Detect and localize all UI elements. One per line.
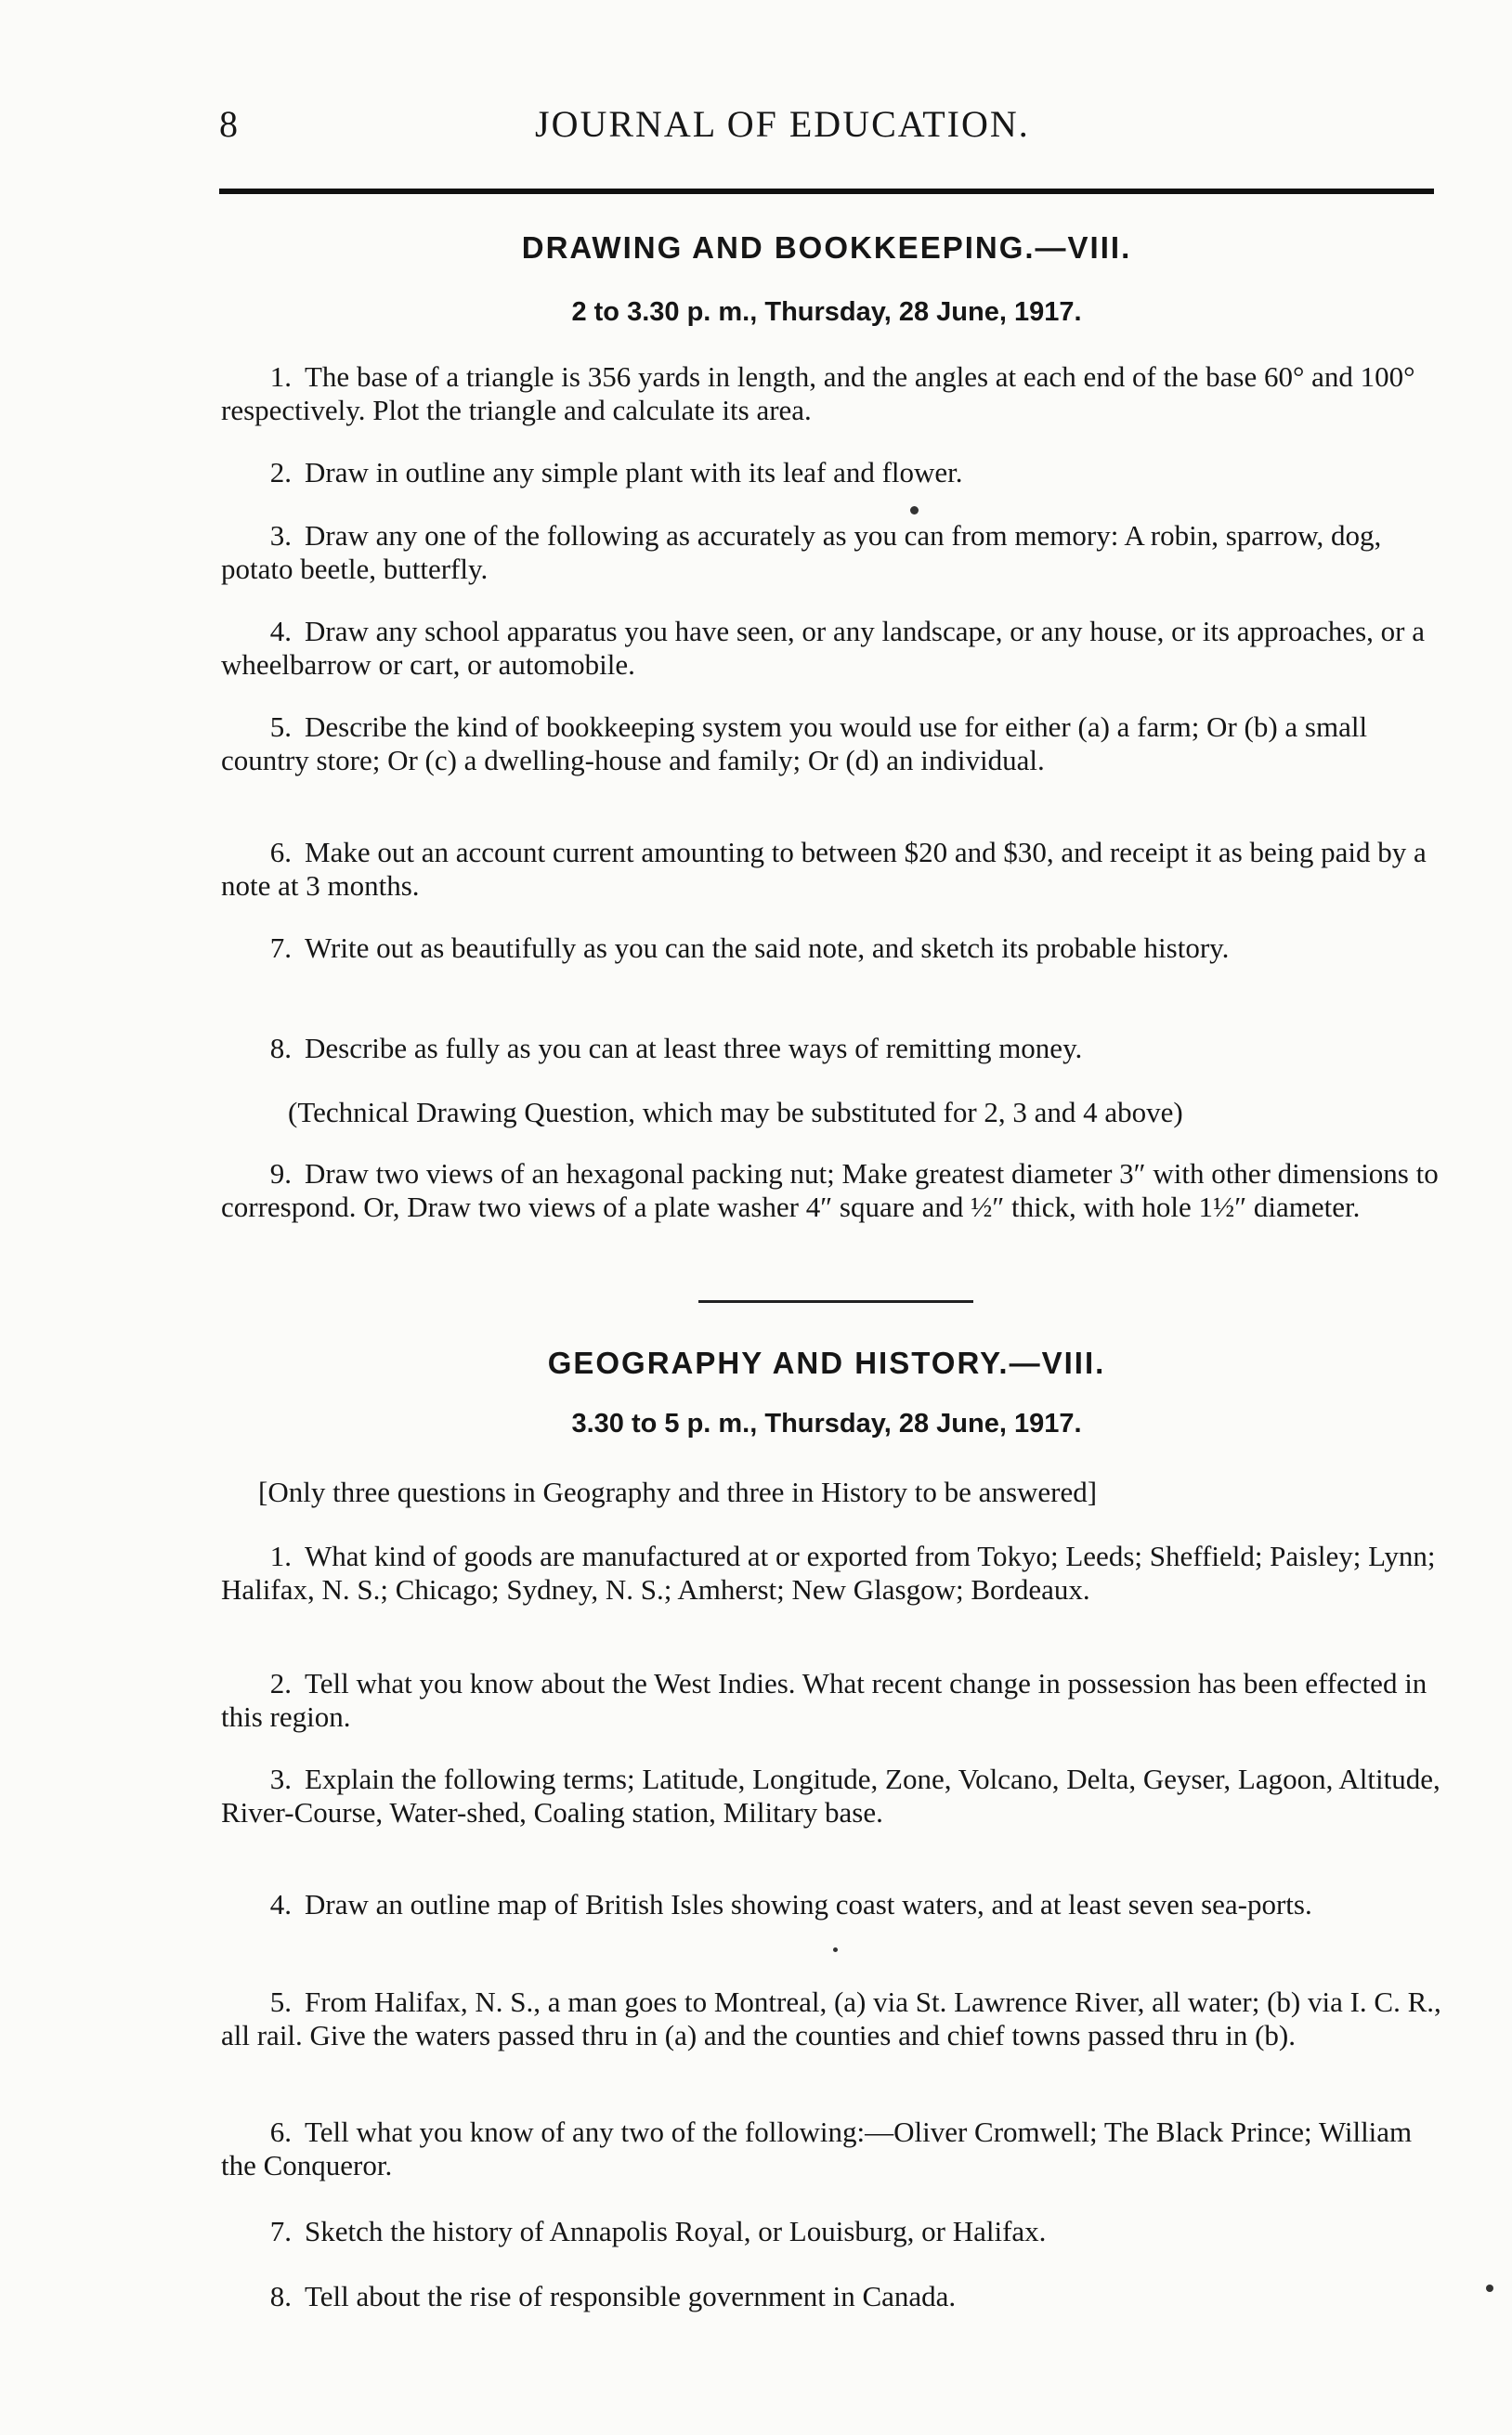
technical-note: (Technical Drawing Question, which may be substituted for 2, 3 and 4 above) <box>288 1096 1183 1128</box>
question-number: 6. <box>269 2116 292 2148</box>
question-text: Describe as fully as you can at least three ways of remitting money. <box>305 1032 1083 1064</box>
answer-instruction: [Only three questions in Geography and three in History to be answered] <box>258 1476 1098 1508</box>
question-number: 8. <box>269 1032 292 1064</box>
page-header <box>219 102 1427 158</box>
question-text: Write out as beautifully as you can the said note, and sketch its probable history. <box>305 931 1230 964</box>
question-text: Tell about the rise of responsible government in Canada. <box>305 2280 957 2312</box>
question-item <box>221 1157 1447 1224</box>
question-item <box>221 710 1447 777</box>
question-number: 6. <box>269 836 292 868</box>
journal-title: JOURNAL OF EDUCATION. <box>535 103 1030 145</box>
question-number: 4. <box>269 1888 292 1921</box>
question-text: What kind of goods are manufactured at or exported from Tokyo; Leeds; Sheffield; Paisley; Lynn; Halifax, N. S.; Chicago; Sydney, N. S.; Amherst; New Glasgow; Bordeaux. <box>221 1540 1436 1606</box>
question-item <box>221 1540 1447 1607</box>
question-number: 8. <box>269 2280 292 2312</box>
section-title-geography: GEOGRAPHY AND HISTORY.—VIII. <box>547 1346 1106 1380</box>
question-item <box>221 456 1447 489</box>
header-rule <box>219 189 1434 194</box>
question-item <box>221 2215 1447 2248</box>
section-divider <box>698 1300 973 1303</box>
question-text: From Halifax, N. S., a man goes to Montreal, (a) via St. Lawrence River, all water; (b) via I. C. R., all rail. Give the waters passed thru in (a) and the counties and chief towns passed thru in (b). <box>221 1986 1441 2051</box>
question-item <box>221 1986 1447 2052</box>
question-number: 3. <box>269 519 292 552</box>
question-text: Sketch the history of Annapolis Royal, or Louisburg, or Halifax. <box>305 2215 1047 2247</box>
question-text: Tell what you know of any two of the following:—Oliver Cromwell; The Black Prince; William the Conqueror. <box>221 2116 1413 2181</box>
question-text: Make out an account current amounting to between $20 and $30, and receipt it as being paid by a note at 3 months. <box>221 836 1427 902</box>
question-number: 5. <box>269 1986 292 2018</box>
question-number: 2. <box>269 1667 292 1699</box>
question-item <box>221 2116 1447 2182</box>
question-text: The base of a triangle is 356 yards in length, and the angles at each end of the base 60° and 100° respectively. Plot the triangle and calculate its area. <box>221 360 1415 426</box>
question-number: 1. <box>269 1540 292 1572</box>
scan-speck <box>1486 2285 1493 2292</box>
question-item <box>221 2280 1447 2313</box>
question-text: Tell what you know about the West Indies. What recent change in possession has been effected in this region. <box>221 1667 1427 1733</box>
section-date-drawing: 2 to 3.30 p. m., Thursday, 28 June, 1917. <box>571 297 1082 327</box>
question-item <box>221 1667 1447 1734</box>
question-number: 3. <box>269 1763 292 1795</box>
question-item <box>221 836 1447 903</box>
question-text: Draw any one of the following as accurately as you can from memory: A robin, sparrow, dog, potato beetle, butterfly. <box>221 519 1382 585</box>
section-date-geography: 3.30 to 5 p. m., Thursday, 28 June, 1917. <box>571 1409 1082 1439</box>
question-number: 7. <box>269 2215 292 2247</box>
question-number: 4. <box>269 615 292 647</box>
question-item <box>221 519 1447 586</box>
question-number: 2. <box>269 456 292 488</box>
question-item <box>221 360 1447 427</box>
question-text: Draw an outline map of British Isles showing coast waters, and at least seven sea-ports. <box>305 1888 1312 1921</box>
question-item <box>221 1888 1447 1921</box>
question-text: Draw any school apparatus you have seen, or any landscape, or any house, or its approaches, or a wheelbarrow or cart, or automobile. <box>221 615 1426 681</box>
scan-speck <box>910 506 919 514</box>
question-number: 7. <box>269 931 292 964</box>
question-item <box>221 615 1447 682</box>
question-number: 5. <box>269 710 292 743</box>
question-text: Draw two views of an hexagonal packing nut; Make greatest diameter 3″ with other dimensions to correspond. Or, Draw two views of a plate washer 4″ square and ½″ thick, with hole 1½″ diameter. <box>221 1157 1439 1223</box>
question-number: 1. <box>269 360 292 393</box>
section-title-drawing: DRAWING AND BOOKKEEPING.—VIII. <box>521 230 1132 265</box>
scan-speck <box>833 1947 838 1952</box>
question-number: 9. <box>269 1157 292 1190</box>
question-text: Draw in outline any simple plant with its leaf and flower. <box>305 456 963 488</box>
question-item <box>221 1763 1447 1830</box>
question-item <box>221 931 1447 965</box>
page-number: 8 <box>219 103 238 145</box>
question-text: Explain the following terms; Latitude, Longitude, Zone, Volcano, Delta, Geyser, Lagoon, Altitude, River-Course, Water-shed, Coaling station, Military base. <box>221 1763 1440 1829</box>
question-item <box>221 1032 1447 1065</box>
question-text: Describe the kind of bookkeeping system you would use for either (a) a farm; Or (b) a small country store; Or (c) a dwelling-house and family; Or (d) an individual. <box>221 710 1368 776</box>
